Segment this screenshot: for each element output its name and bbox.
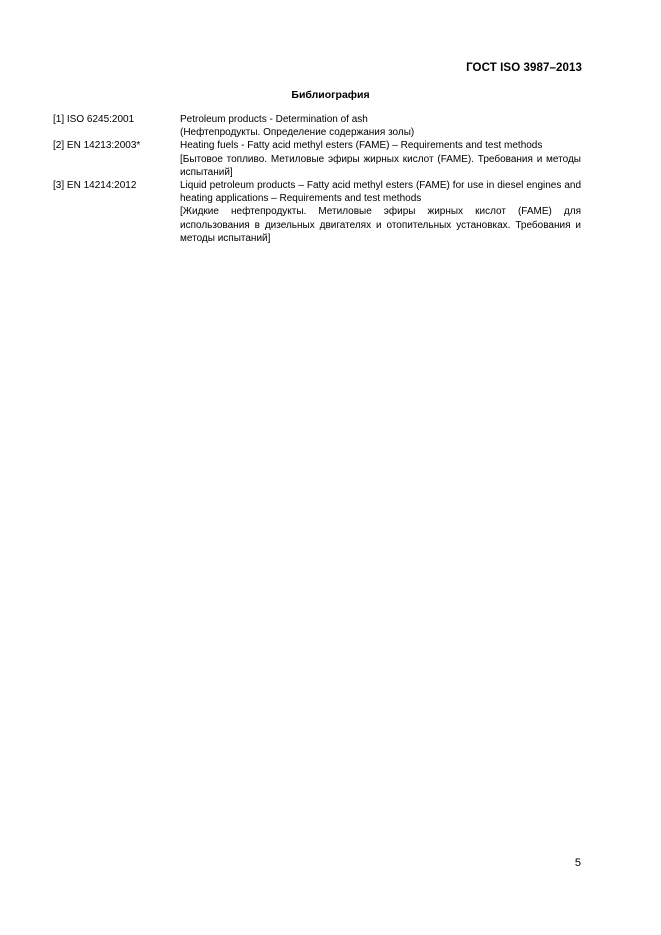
bibliography-title: Библиография (291, 89, 370, 101)
bibliography-text (180, 139, 581, 179)
bibliography-entry (53, 113, 581, 139)
bibliography-original-title: Liquid petroleum products – Fatty acid methyl esters (FAME) for use in diesel engines and heating applications – Requirements and test methods (180, 180, 581, 205)
bibliography-ref: [3] EN 14214:2012 (53, 180, 137, 192)
bibliography-translated-title: (Нефтепродукты. Определение содержания золы) (180, 127, 415, 139)
bibliography-original-title: Heating fuels - Fatty acid methyl esters (FAME) – Requirements and test methods (180, 140, 543, 152)
bibliography-text (180, 113, 581, 139)
bibliography-original-title: Petroleum products - Determination of ash (180, 114, 368, 125)
bibliography-text (180, 179, 581, 245)
bibliography-translated-title: [Бытовое топливо. Метиловые эфиры жирных кислот (FAME). Требования и методы испытаний] (180, 153, 581, 178)
bibliography-entry (53, 139, 581, 179)
bibliography-translated-title: [Жидкие нефтепродукты. Метиловые эфиры жирных кислот (FAME) для использования в дизельных двигателях и отопительных установках. Требования и методы испытаний] (180, 206, 581, 244)
bibliography-ref: [1] ISO 6245:2001 (53, 114, 135, 125)
bibliography-list (53, 113, 581, 245)
bibliography-entry (53, 179, 581, 245)
page-number: 5 (574, 857, 581, 869)
bibliography-ref: [2] EN 14213:2003* (53, 140, 141, 152)
document-code: ГОСТ ISO 3987–2013 (466, 62, 582, 74)
